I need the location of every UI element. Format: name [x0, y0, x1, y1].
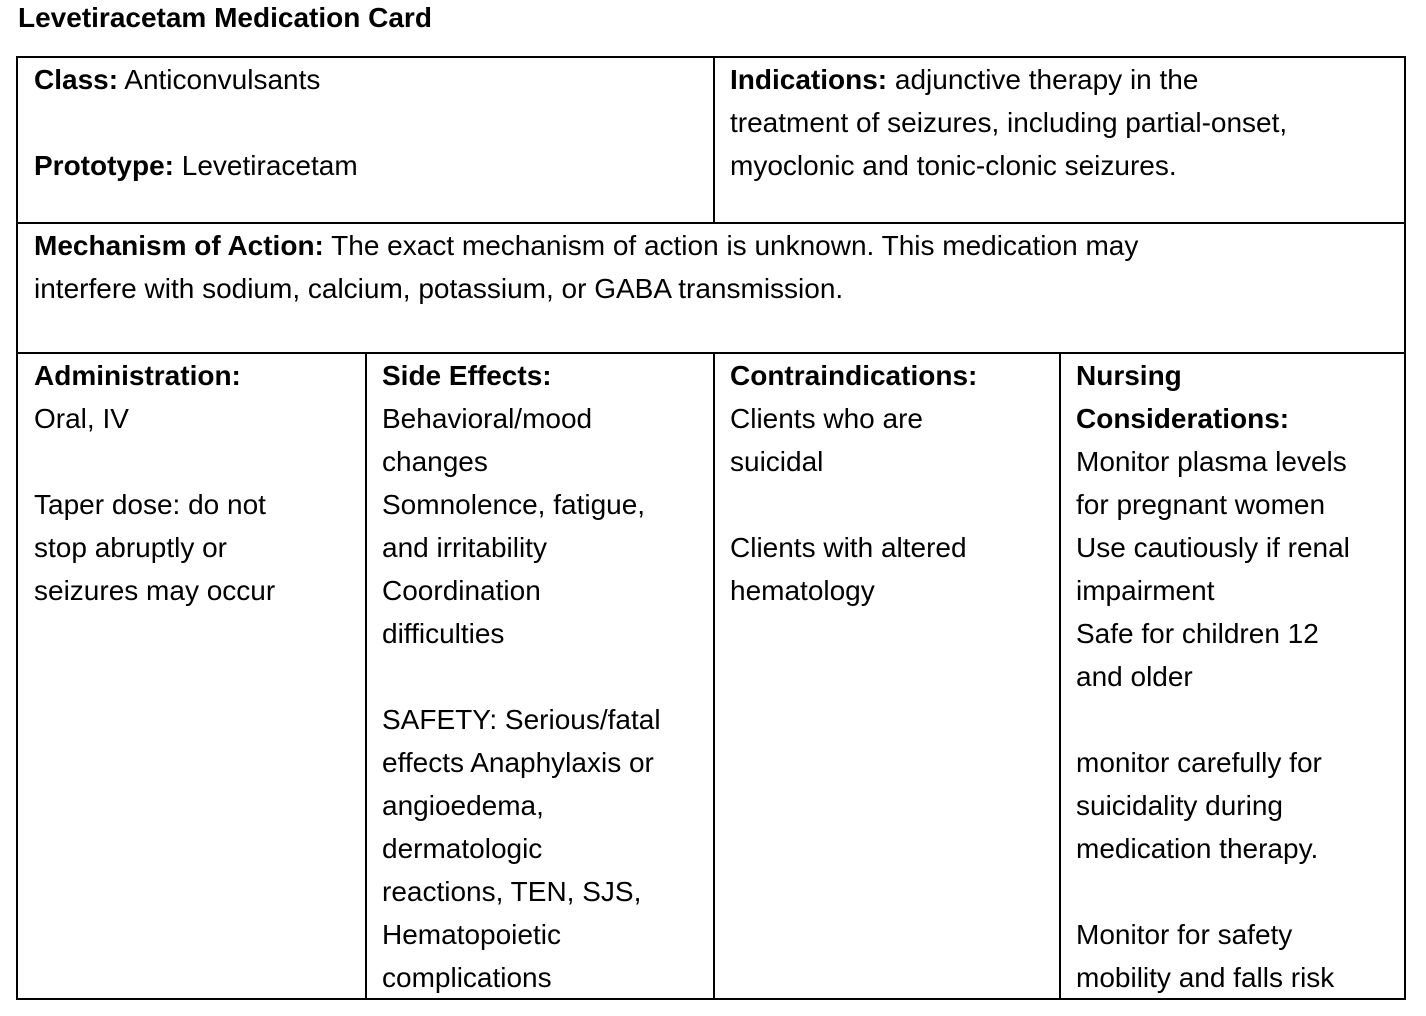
administration-cell [34, 354, 359, 612]
administration-line: Oral, IV [34, 403, 129, 434]
nursing-considerations-cell [1076, 354, 1401, 999]
indications-cell [730, 58, 1400, 187]
contraindications-line: hematology [730, 575, 875, 606]
side-effects-line: changes [382, 446, 488, 477]
nursing-line: for pregnant women [1076, 489, 1326, 520]
nursing-heading-2: Considerations: [1076, 403, 1290, 434]
nursing-line: Use cautiously if renal [1076, 532, 1350, 563]
spacer [1076, 698, 1401, 741]
mechanism-text-1: The exact mechanism of action is unknown. This medication may [331, 230, 1139, 261]
class-label: Class: [34, 64, 119, 95]
nursing-line: Monitor for safety [1076, 919, 1293, 950]
administration-line: stop abruptly or [34, 532, 227, 563]
side-effects-line: complications [382, 962, 552, 993]
mechanism-label: Mechanism of Action: [34, 230, 324, 261]
spacer [382, 655, 707, 698]
side-effects-cell [382, 354, 707, 999]
side-effects-line: reactions, TEN, SJS, [382, 876, 642, 907]
prototype-value: Levetiracetam [181, 150, 358, 181]
nursing-line: Safe for children 12 [1076, 618, 1319, 649]
mechanism-line-1 [34, 224, 1394, 267]
class-value: Anticonvulsants [124, 64, 321, 95]
class-row [34, 58, 704, 101]
side-effects-line: Somnolence, fatigue, [382, 489, 646, 520]
contraindications-heading: Contraindications: [730, 360, 978, 391]
contraindications-line: suicidal [730, 446, 824, 477]
nursing-line: Monitor plasma levels [1076, 446, 1347, 477]
nursing-line: medication therapy. [1076, 833, 1319, 864]
spacer [730, 483, 1055, 526]
mechanism-cell [34, 224, 1394, 310]
administration-line: Taper dose: do not [34, 489, 266, 520]
nursing-line: mobility and falls risk [1076, 962, 1335, 993]
prototype-row [34, 144, 704, 187]
indications-line-1 [730, 58, 1400, 101]
indications-line-2: treatment of seizures, including partial-onset, [730, 107, 1288, 138]
side-effects-line: difficulties [382, 618, 505, 649]
spacer [34, 101, 704, 144]
mechanism-line-2: interfere with sodium, calcium, potassium, or GABA transmission. [34, 273, 844, 304]
contraindications-cell [730, 354, 1055, 612]
administration-line: seizures may occur [34, 575, 276, 606]
spacer [1076, 870, 1401, 913]
contraindications-line: Clients who are [730, 403, 923, 434]
nursing-line: and older [1076, 661, 1193, 692]
prototype-label: Prototype: [34, 150, 174, 181]
indications-text-1: adjunctive therapy in the [894, 64, 1199, 95]
nursing-line: impairment [1076, 575, 1215, 606]
indications-label: Indications: [730, 64, 888, 95]
col-divider-1 [365, 354, 367, 998]
spacer [34, 440, 359, 483]
medication-card-table [16, 56, 1406, 1000]
side-effects-line: angioedema, [382, 790, 544, 821]
contraindications-line: Clients with altered [730, 532, 967, 563]
side-effects-heading: Side Effects: [382, 360, 552, 391]
side-effects-line: effects Anaphylaxis or [382, 747, 654, 778]
document-title: Levetiracetam Medication Card [18, 2, 432, 33]
nursing-line: suicidality during [1076, 790, 1283, 821]
side-effects-line: SAFETY: Serious/fatal [382, 704, 661, 735]
nursing-line: monitor carefully for [1076, 747, 1322, 778]
col-divider-3 [1059, 354, 1061, 998]
col-divider-2 [713, 354, 715, 998]
side-effects-line: Hematopoietic [382, 919, 561, 950]
indications-line-3: myoclonic and tonic-clonic seizures. [730, 150, 1177, 181]
side-effects-line: Behavioral/mood [382, 403, 593, 434]
nursing-heading-1: Nursing [1076, 360, 1182, 391]
administration-heading: Administration: [34, 360, 241, 391]
side-effects-line: and irritability [382, 532, 547, 563]
side-effects-line: dermatologic [382, 833, 543, 864]
side-effects-line: Coordination [382, 575, 541, 606]
class-prototype-cell [34, 58, 704, 187]
col-divider-top [713, 58, 715, 222]
